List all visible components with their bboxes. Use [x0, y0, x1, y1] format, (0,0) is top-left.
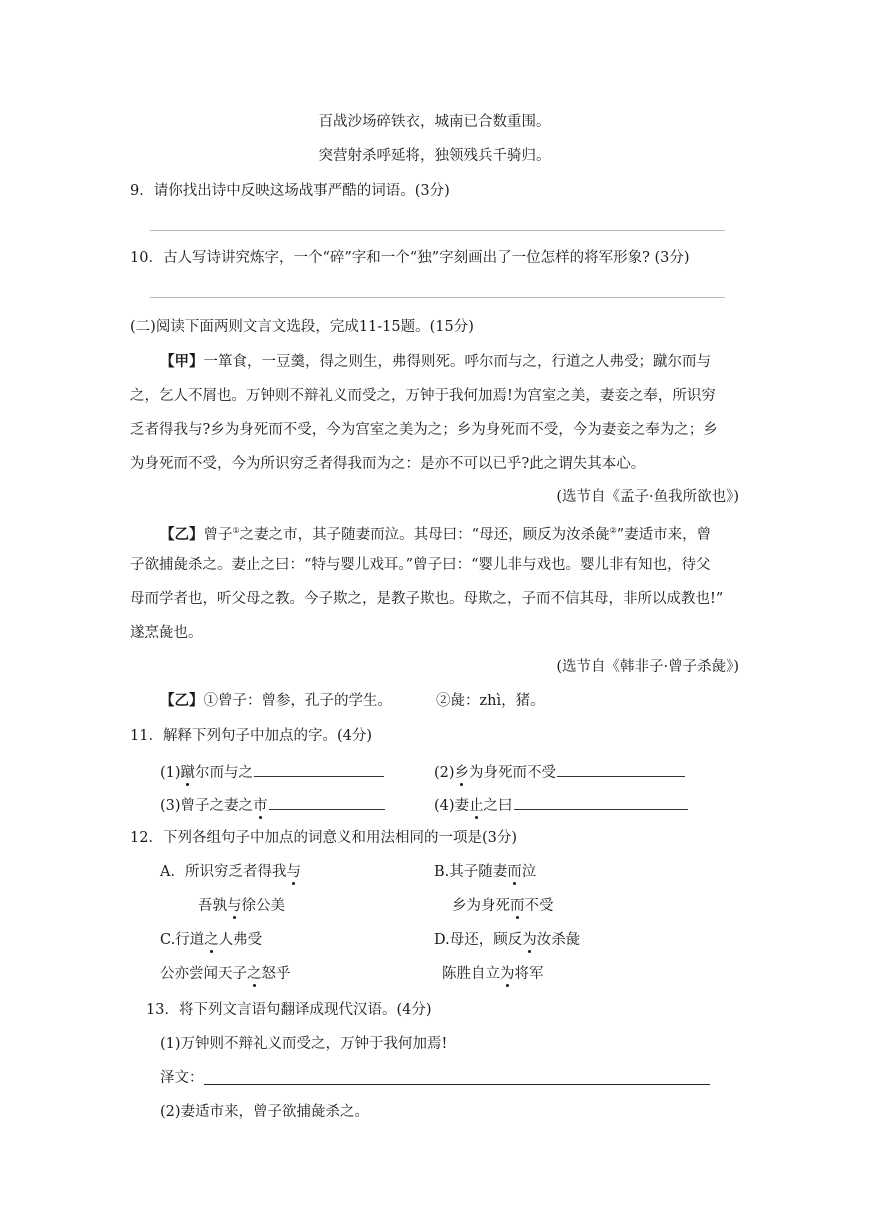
passage-jia-line-2: 之，乞人不屑也。万钟则不辩礼义而受之，万钟于我何加焉!为宫室之美，妻妾之奉，所识穷	[130, 388, 716, 404]
option-d-line-1[interactable]: D.母还，顾反为汝杀彘	[434, 932, 581, 948]
blank-q11-3[interactable]	[269, 793, 385, 810]
dotted-char: 市	[253, 798, 268, 814]
footnotes-tag: 【乙】	[160, 692, 204, 709]
q13-translation-label: 泽文：	[160, 1070, 204, 1086]
blank-q11-4[interactable]	[514, 793, 688, 810]
dotted-char: 之	[247, 966, 262, 982]
option-a-line-2: 吾孰与徐公美	[198, 898, 285, 914]
passage-yi-line-2: 子欲捕彘杀之。妻止之曰：“特与婴儿戏耳。”曾子曰：“婴儿非与戏也。婴儿非有知也，待父	[130, 557, 711, 573]
blank-q11-1[interactable]	[254, 760, 384, 777]
option-d-line-2: 陈胜自立为将军	[442, 966, 544, 982]
option-c-line-1[interactable]: C.行道之人弗受	[160, 932, 263, 948]
question-12: 12．下列各组句子中加点的词意义和用法相同的一项是(3分)	[130, 830, 517, 846]
q11-item-4: (4)妻止之曰	[434, 793, 688, 816]
option-b-line-2: 乡为身死而不受	[452, 898, 554, 914]
footnote-ref-1: ①	[232, 526, 240, 535]
dotted-char: 为	[522, 932, 537, 948]
section-2-heading: (二)阅读下面两则文言文选段，完成11-15题。(15分)	[130, 319, 474, 335]
option-b-line-1[interactable]: B.其子随妻而泣	[434, 864, 537, 880]
passage-jia-line-4: 为身死而不受，今为所识穷乏者得我而为之：是亦不可以已乎?此之谓失其本心。	[130, 456, 646, 472]
answer-line-q9[interactable]	[150, 230, 725, 231]
q13-sentence-2: (2)妻适市来，曾子欲捕彘杀之。	[160, 1104, 370, 1120]
q11-item-1: (1)蹴尔而与之	[160, 760, 384, 783]
option-a-line-1[interactable]: A．所识穷乏者得我与	[160, 864, 301, 880]
dotted-char: 而	[507, 864, 522, 880]
footnote-2: ②彘：zhì，猪。	[436, 693, 545, 709]
passage-yi-source: (选节自《韩非子·曾子杀彘》)	[556, 659, 739, 675]
dotted-char: 乡	[454, 765, 470, 781]
question-9: 9．请你找出诗中反映这场战事严酷的词语。(3分)	[130, 183, 450, 199]
dotted-char: 与	[227, 898, 242, 914]
passage-yi-line-4: 遂烹彘也。	[130, 625, 203, 641]
passage-jia-source: (选节自《孟子·鱼我所欲也》)	[556, 489, 739, 505]
dotted-char: 而	[510, 898, 525, 914]
q13-sentence-1: (1)万钟则不辩礼义而受之，万钟于我何加焉!	[160, 1036, 448, 1052]
question-13: 13．将下列文言语句翻译成现代汉语。(4分)	[146, 1002, 432, 1018]
translation-line-1[interactable]	[204, 1084, 710, 1085]
answer-line-q10[interactable]	[150, 297, 725, 298]
dotted-char: 之	[204, 932, 219, 948]
passage-yi-tag: 【乙】	[160, 525, 204, 543]
poem-line-1: 百战沙场碎铁衣，城南已合数重围。	[318, 114, 551, 130]
question-11: 11．解释下列句子中加点的字。(4分)	[130, 728, 372, 744]
dotted-char: 蹴	[180, 765, 196, 781]
question-10: 10．古人写诗讲究炼字，一个“碎”字和一个“独”字刻画出了一位怎样的将军形象? (3分)	[130, 250, 690, 266]
footnote-1: ①曾子：曾参，孔子的学生。	[203, 693, 392, 709]
footnotes	[160, 691, 545, 711]
dotted-char: 为	[500, 966, 515, 982]
passage-yi-line-1: 【乙】曾子①之妻之市，其子随妻而泣。其母曰：“母还，顾反为汝杀彘②”妻适市来，曾	[160, 525, 712, 543]
q11-item-3: (3)曾子之妻之市	[160, 793, 385, 816]
q11-item-2: (2)乡为身死而不受	[434, 760, 685, 783]
passage-jia-line-1: 【甲】一箪食，一豆羹，得之则生，弗得则死。呼尔而与之，行道之人弗受；蹴尔而与	[160, 353, 711, 370]
passage-jia-tag: 【甲】	[160, 353, 204, 370]
dotted-char: 与	[286, 864, 301, 880]
dotted-char: 止	[469, 798, 484, 814]
blank-q11-2[interactable]	[557, 760, 685, 777]
footnote-ref-2: ②	[609, 526, 617, 535]
passage-jia-line-3: 乏者得我与?乡为身死而不受，今为宫室之美为之；乡为身死而不受，今为妻妾之奉为之；乡	[130, 422, 718, 438]
passage-yi-line-3: 母而学者也，听父母之教。今子欺之，是教子欺也。母欺之，子而不信其母，非所以成教也!”	[130, 591, 724, 607]
poem-line-2: 突营射杀呼延将，独领残兵千骑归。	[318, 148, 551, 164]
option-c-line-2: 公亦尝闻天子之怒乎	[160, 966, 291, 982]
